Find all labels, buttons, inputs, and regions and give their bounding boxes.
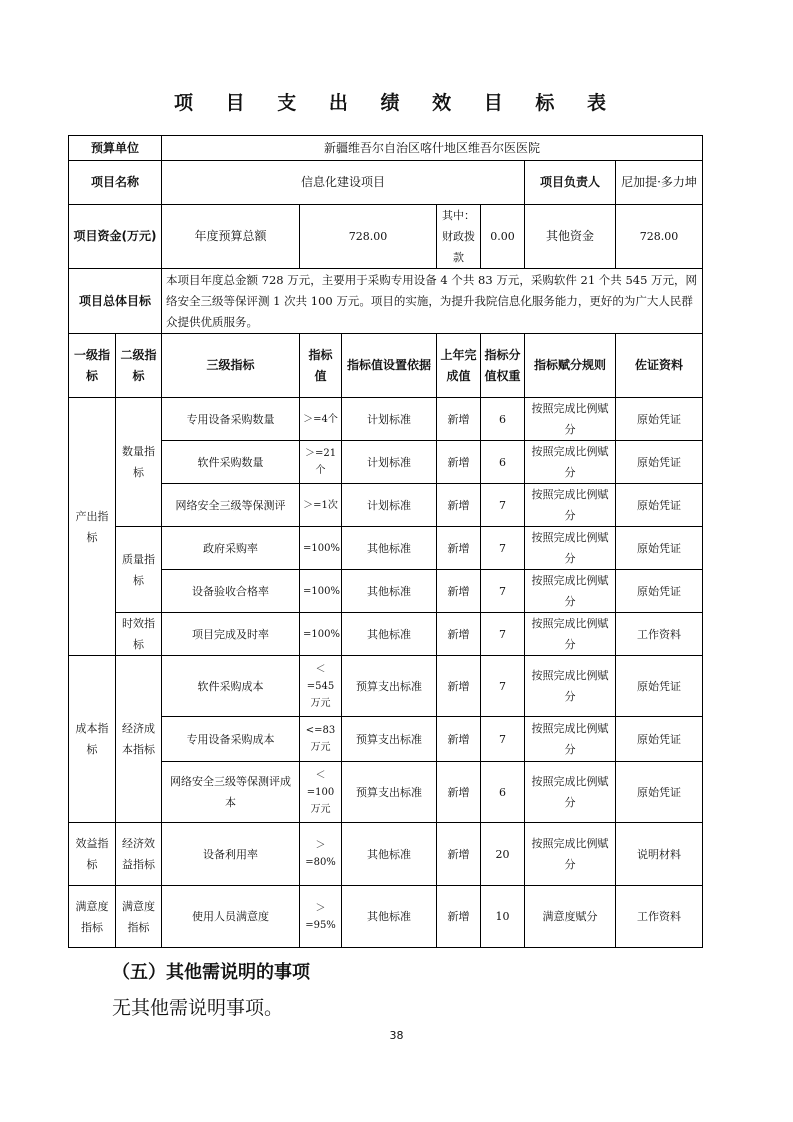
table-row <box>69 398 703 441</box>
page-title: 项 目 支 出 绩 效 目 标 表 <box>174 92 619 114</box>
indicator-basis: 其他标准 <box>342 886 437 948</box>
indicator-weight: 7 <box>481 484 525 527</box>
section-heading: （五）其他需说明的事项 <box>112 962 310 983</box>
group-economic-benefit: 经济效益指标 <box>116 823 162 886</box>
indicator-name: 政府采购率 <box>162 527 300 570</box>
indicator-last-year: 新增 <box>437 717 481 762</box>
annual-budget-label: 年度预算总额 <box>162 205 300 269</box>
indicator-last-year: 新增 <box>437 886 481 948</box>
group-output: 产出指标 <box>69 398 116 656</box>
indicator-basis: 预算支出标准 <box>342 656 437 717</box>
indicator-rule: 按照完成比例赋分 <box>525 762 616 823</box>
indicator-name: 设备利用率 <box>162 823 300 886</box>
col-level3: 三级指标 <box>162 334 300 398</box>
project-name-value: 信息化建设项目 <box>162 161 525 205</box>
col-basis: 指标值设置依据 <box>342 334 437 398</box>
indicator-rule: 按照完成比例赋分 <box>525 613 616 656</box>
table-row <box>69 762 703 823</box>
indicator-evidence: 原始凭证 <box>616 527 703 570</box>
annual-budget-value: 728.00 <box>300 205 437 269</box>
table-row <box>69 717 703 762</box>
overall-goal-label: 项目总体目标 <box>69 269 162 334</box>
indicator-name: 软件采购成本 <box>162 656 300 717</box>
indicator-last-year: 新增 <box>437 441 481 484</box>
indicator-basis: 其他标准 <box>342 613 437 656</box>
group-economic-cost: 经济成本指标 <box>116 656 162 823</box>
indicator-rule: 按照完成比例赋分 <box>525 656 616 717</box>
performance-table <box>68 135 703 948</box>
indicator-target: ＞=21个 <box>300 441 342 484</box>
project-funds-label: 项目资金(万元) <box>69 205 162 269</box>
fiscal-funds-value: 0.00 <box>481 205 525 269</box>
indicator-rule: 按照完成比例赋分 <box>525 717 616 762</box>
table-row <box>69 823 703 886</box>
other-funds-value: 728.00 <box>616 205 703 269</box>
fiscal-funds-label: 其中：财政拨款 <box>437 205 481 269</box>
col-weight: 指标分值权重 <box>481 334 525 398</box>
indicator-name: 网络安全三级等保测评成本 <box>162 762 300 823</box>
indicator-target: ＞=80% <box>300 823 342 886</box>
project-leader-value: 尼加提·多力坤 <box>616 161 703 205</box>
indicator-target: =100% <box>300 613 342 656</box>
indicator-evidence: 说明材料 <box>616 823 703 886</box>
indicator-last-year: 新增 <box>437 398 481 441</box>
col-level1: 一级指标 <box>69 334 116 398</box>
indicator-target: =100% <box>300 570 342 613</box>
table-row <box>69 886 703 948</box>
indicator-name: 专用设备采购数量 <box>162 398 300 441</box>
project-name-label: 项目名称 <box>69 161 162 205</box>
group-benefit: 效益指标 <box>69 823 116 886</box>
indicator-rule: 按照完成比例赋分 <box>525 570 616 613</box>
indicator-target: ＜=100万元 <box>300 762 342 823</box>
indicator-name: 专用设备采购成本 <box>162 717 300 762</box>
col-evidence: 佐证资料 <box>616 334 703 398</box>
col-target: 指标值 <box>300 334 342 398</box>
indicator-last-year: 新增 <box>437 570 481 613</box>
indicator-basis: 其他标准 <box>342 823 437 886</box>
indicator-target: ＞=1次 <box>300 484 342 527</box>
indicator-last-year: 新增 <box>437 484 481 527</box>
indicator-weight: 7 <box>481 527 525 570</box>
indicator-last-year: 新增 <box>437 823 481 886</box>
group-quality: 质量指标 <box>116 527 162 613</box>
group-satisfaction: 满意度指标 <box>69 886 116 948</box>
indicator-basis: 预算支出标准 <box>342 762 437 823</box>
indicator-evidence: 原始凭证 <box>616 656 703 717</box>
table-row <box>69 484 703 527</box>
indicator-last-year: 新增 <box>437 762 481 823</box>
indicator-name: 项目完成及时率 <box>162 613 300 656</box>
indicator-last-year: 新增 <box>437 527 481 570</box>
indicator-target: ＞=95% <box>300 886 342 948</box>
col-level2: 二级指标 <box>116 334 162 398</box>
table-row <box>69 441 703 484</box>
indicator-rule: 按照完成比例赋分 <box>525 484 616 527</box>
indicator-last-year: 新增 <box>437 613 481 656</box>
indicator-weight: 10 <box>481 886 525 948</box>
project-leader-label: 项目负责人 <box>525 161 616 205</box>
indicator-target: ＜=545万元 <box>300 656 342 717</box>
indicator-evidence: 原始凭证 <box>616 484 703 527</box>
indicator-rule: 满意度赋分 <box>525 886 616 948</box>
indicator-evidence: 工作资料 <box>616 886 703 948</box>
indicator-weight: 6 <box>481 762 525 823</box>
indicator-rule: 按照完成比例赋分 <box>525 398 616 441</box>
table-row <box>69 656 703 717</box>
group-satisfaction-sub: 满意度指标 <box>116 886 162 948</box>
indicator-weight: 7 <box>481 656 525 717</box>
indicator-name: 软件采购数量 <box>162 441 300 484</box>
indicator-basis: 其他标准 <box>342 570 437 613</box>
col-last-year: 上年完成值 <box>437 334 481 398</box>
page-number: 38 <box>389 1029 404 1042</box>
indicator-target: ＞=4个 <box>300 398 342 441</box>
indicator-weight: 7 <box>481 717 525 762</box>
group-cost: 成本指标 <box>69 656 116 823</box>
indicator-rule: 按照完成比例赋分 <box>525 527 616 570</box>
col-rule: 指标赋分规则 <box>525 334 616 398</box>
indicator-name: 网络安全三级等保测评 <box>162 484 300 527</box>
indicator-rule: 按照完成比例赋分 <box>525 823 616 886</box>
indicator-basis: 计划标准 <box>342 398 437 441</box>
table-row <box>69 570 703 613</box>
indicator-weight: 6 <box>481 441 525 484</box>
indicator-weight: 6 <box>481 398 525 441</box>
indicator-evidence: 原始凭证 <box>616 717 703 762</box>
indicator-weight: 7 <box>481 570 525 613</box>
indicator-name: 设备验收合格率 <box>162 570 300 613</box>
indicator-basis: 其他标准 <box>342 527 437 570</box>
indicator-last-year: 新增 <box>437 656 481 717</box>
indicator-weight: 7 <box>481 613 525 656</box>
indicator-weight: 20 <box>481 823 525 886</box>
indicator-basis: 计划标准 <box>342 484 437 527</box>
indicator-evidence: 工作资料 <box>616 613 703 656</box>
group-timeliness: 时效指标 <box>116 613 162 656</box>
indicator-rule: 按照完成比例赋分 <box>525 441 616 484</box>
budget-unit-value: 新疆维吾尔自治区喀什地区维吾尔医医院 <box>162 136 703 161</box>
table-row <box>69 613 703 656</box>
section-text: 无其他需说明事项。 <box>112 997 284 1019</box>
indicator-evidence: 原始凭证 <box>616 441 703 484</box>
indicator-basis: 计划标准 <box>342 441 437 484</box>
table-row <box>69 527 703 570</box>
indicator-evidence: 原始凭证 <box>616 762 703 823</box>
indicator-basis: 预算支出标准 <box>342 717 437 762</box>
indicator-evidence: 原始凭证 <box>616 398 703 441</box>
other-funds-label: 其他资金 <box>525 205 616 269</box>
indicator-target: <=83万元 <box>300 717 342 762</box>
indicator-target: =100% <box>300 527 342 570</box>
indicator-name: 使用人员满意度 <box>162 886 300 948</box>
overall-goal-text: 本项目年度总金额 728 万元，主要用于采购专用设备 4 个共 83 万元，采购软件 21 个共 545 万元，网络安全三级等保评测 1 次共 100 万元。项目的实施，为提升我院信息化服务能力，更好的为广大人民群众提供优质服务。 <box>162 269 703 334</box>
group-quantity: 数量指标 <box>116 398 162 527</box>
indicator-evidence: 原始凭证 <box>616 570 703 613</box>
budget-unit-label: 预算单位 <box>69 136 162 161</box>
